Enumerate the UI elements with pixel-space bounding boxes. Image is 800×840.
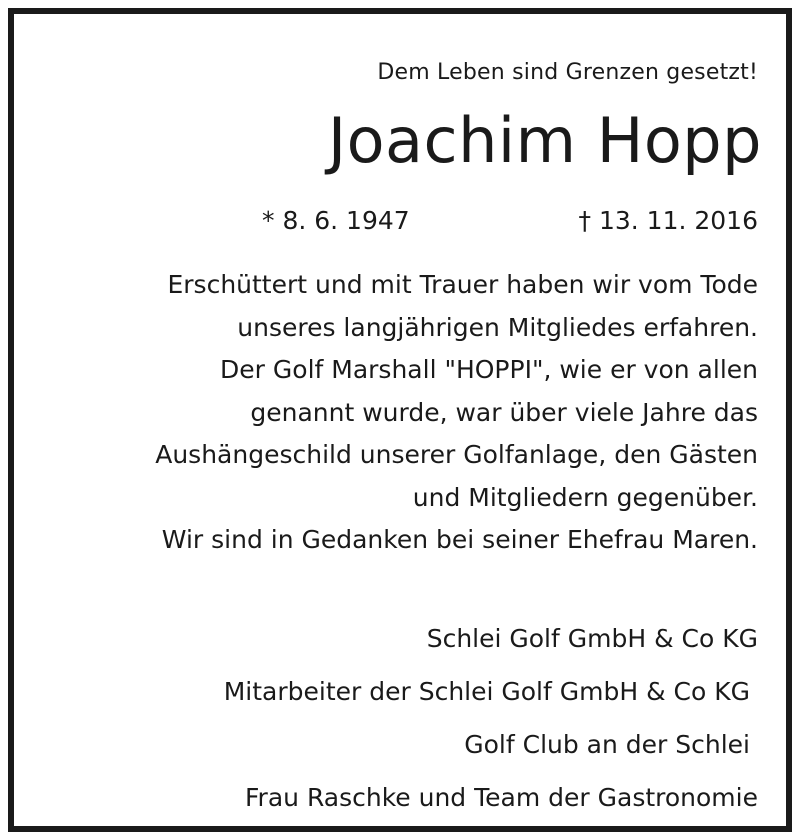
mourner-name: Frau Raschke und Team der Gastronomie [245,783,758,812]
text-line: und Mitgliedern gegenüber. [412,482,758,512]
notice-content [14,14,786,826]
text-line: Aushängeschild unserer Golfanlage, den Gästen [155,440,758,469]
deceased-name: Joachim Hopp [327,104,762,177]
birth-date: * 8. 6. 1947 [262,206,410,235]
text-line: Wir sind in Gedanken bei seiner Ehefrau Maren. [161,525,758,554]
text-line: Der Golf Marshall "HOPPI", wie er von allen [220,355,758,384]
mourner-name: Schlei Golf GmbH & Co KG [426,624,758,653]
text-line: unseres langjährigen Mitgliedes erfahren. [237,312,758,342]
motto-text: Dem Leben sind Grenzen gesetzt! [377,60,758,85]
mourner-name: Golf Club an der Schlei [464,730,750,759]
death-date: † 13. 11. 2016 [578,206,758,235]
condolence-text [18,264,758,562]
text-line: genannt wurde, war über viele Jahre das [250,397,758,427]
mourner-name: Mitarbeiter der Schlei Golf GmbH & Co KG [223,677,750,706]
obituary-notice [8,8,792,832]
text-line: Erschüttert und mit Trauer haben wir vom Tode [167,270,758,299]
mourners-list [18,612,758,824]
